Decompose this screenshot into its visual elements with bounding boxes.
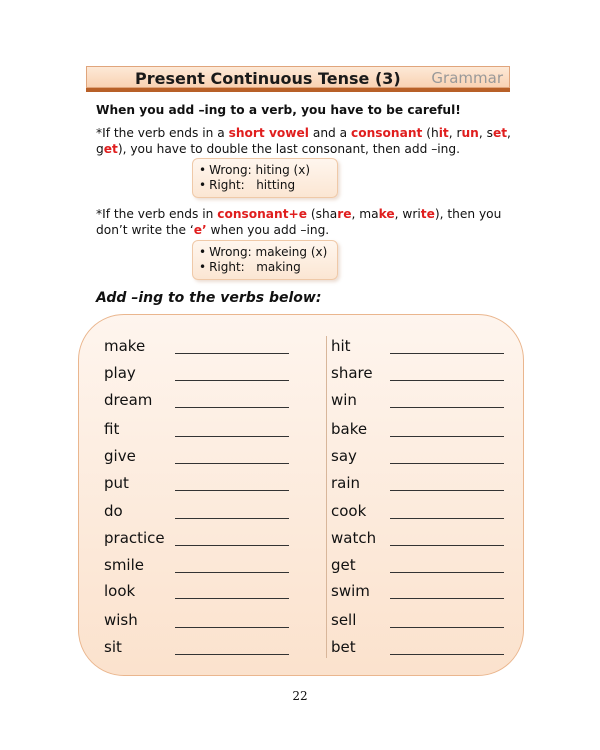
answer-blank-left-10[interactable] xyxy=(175,626,289,628)
verb-left-10: wish xyxy=(104,611,138,629)
answer-blank-right-10[interactable] xyxy=(390,626,504,628)
answer-blank-left-7[interactable] xyxy=(175,544,289,546)
verb-right-1: share xyxy=(331,364,373,382)
verb-left-3: fit xyxy=(104,420,120,438)
intro-text: When you add –ing to a verb, you have to be careful! xyxy=(96,103,461,117)
rule-drop-e: *If the verb ends in consonant+e (share, make, write), then you don’t write the ‘e’ when you add –ing. xyxy=(96,207,502,237)
verb-right-4: say xyxy=(331,447,357,465)
answer-blank-left-2[interactable] xyxy=(175,406,289,408)
answer-blank-left-9[interactable] xyxy=(175,597,289,599)
right-example: hitting xyxy=(256,178,296,192)
answer-blank-right-4[interactable] xyxy=(390,462,504,464)
answer-blank-left-0[interactable] xyxy=(175,352,289,354)
verb-right-7: watch xyxy=(331,529,377,547)
verb-left-7: practice xyxy=(104,529,165,547)
answer-blank-right-5[interactable] xyxy=(390,489,504,491)
page-number: 22 xyxy=(292,689,308,703)
keyword-consonant-e: consonant+e xyxy=(217,207,308,221)
verb-left-11: sit xyxy=(104,638,122,656)
exercise-panel xyxy=(78,314,524,676)
title-underline xyxy=(86,88,510,92)
column-divider xyxy=(326,336,327,658)
verb-left-5: put xyxy=(104,474,129,492)
verb-left-4: give xyxy=(104,447,136,465)
verb-left-0: make xyxy=(104,337,146,355)
verb-right-10: sell xyxy=(331,611,357,629)
example-box-hitting: • Wrong: hiting (x) • Right: hitting xyxy=(192,158,338,198)
answer-blank-right-9[interactable] xyxy=(390,597,504,599)
answer-blank-right-11[interactable] xyxy=(390,653,504,655)
answer-blank-left-11[interactable] xyxy=(175,653,289,655)
page-title: Present Continuous Tense (3) xyxy=(135,69,401,88)
section-tag: Grammar xyxy=(431,69,503,87)
verb-right-9: swim xyxy=(331,582,370,600)
verb-right-5: rain xyxy=(331,474,361,492)
verb-left-8: smile xyxy=(104,556,144,574)
answer-blank-left-5[interactable] xyxy=(175,489,289,491)
right-example: making xyxy=(256,260,301,274)
keyword-short-vowel: short vowel xyxy=(228,126,309,140)
answer-blank-right-3[interactable] xyxy=(390,435,504,437)
verb-right-2: win xyxy=(331,391,357,409)
answer-blank-left-8[interactable] xyxy=(175,571,289,573)
wrong-example: makeing (x) xyxy=(255,245,328,259)
verb-left-1: play xyxy=(104,364,136,382)
answer-blank-left-1[interactable] xyxy=(175,379,289,381)
example-box-making: • Wrong: makeing (x) • Right: making xyxy=(192,240,338,280)
answer-blank-right-8[interactable] xyxy=(390,571,504,573)
title-bar xyxy=(86,66,510,88)
answer-blank-left-6[interactable] xyxy=(175,517,289,519)
keyword-consonant: consonant xyxy=(351,126,423,140)
exercise-heading: Add –ing to the verbs below: xyxy=(96,290,322,306)
answer-blank-right-6[interactable] xyxy=(390,517,504,519)
verb-right-3: bake xyxy=(331,420,368,438)
verb-right-11: bet xyxy=(331,638,356,656)
answer-blank-right-7[interactable] xyxy=(390,544,504,546)
verb-left-9: look xyxy=(104,582,136,600)
verb-right-8: get xyxy=(331,556,356,574)
verb-left-2: dream xyxy=(104,391,153,409)
verb-right-0: hit xyxy=(331,337,351,355)
answer-blank-left-4[interactable] xyxy=(175,462,289,464)
verb-left-6: do xyxy=(104,502,123,520)
rule-double-consonant: *If the verb ends in a short vowel and a consonant (hit, run, set, get), you have to double the last consonant, then add –ing. xyxy=(96,126,511,156)
answer-blank-left-3[interactable] xyxy=(175,435,289,437)
answer-blank-right-2[interactable] xyxy=(390,406,504,408)
answer-blank-right-0[interactable] xyxy=(390,352,504,354)
verb-right-6: cook xyxy=(331,502,367,520)
answer-blank-right-1[interactable] xyxy=(390,379,504,381)
wrong-example: hiting (x) xyxy=(255,163,310,177)
